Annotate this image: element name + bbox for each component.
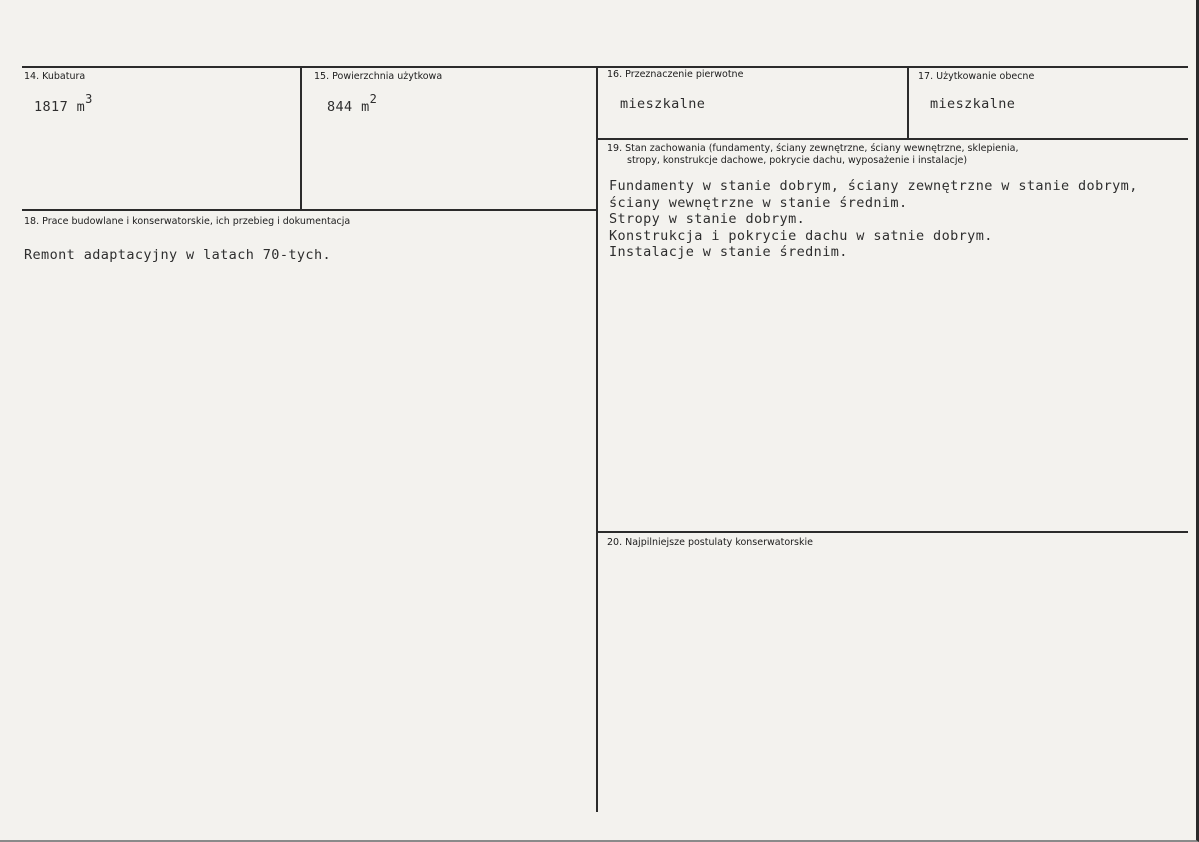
field-value-powierzchnia bbox=[327, 92, 378, 115]
kubatura-exponent: 3 bbox=[85, 92, 93, 106]
field-value-uzytkowanie: mieszkalne bbox=[930, 96, 1016, 112]
top-rule bbox=[22, 66, 1188, 68]
rule-left-mid bbox=[22, 209, 596, 211]
field-value-prace: Remont adaptacyjny w latach 70-tych. bbox=[24, 247, 331, 263]
field-label-powierzchnia: 15. Powierzchnia użytkowa bbox=[314, 71, 443, 82]
divider-col-3 bbox=[907, 67, 909, 139]
field-label-postulaty: 20. Najpilniejsze postulaty konserwatorskie bbox=[607, 537, 813, 548]
field-label-uzytkowanie: 17. Użytkowanie obecne bbox=[918, 71, 1035, 82]
stan-line: ściany wewnętrzne w stanie średnim. bbox=[609, 194, 908, 211]
powierzchnia-number: 844 m bbox=[327, 99, 370, 115]
stan-line: Fundamenty w stanie dobrym, ściany zewnętrzne w stanie dobrym, bbox=[609, 178, 1138, 194]
field-value-przeznaczenie: mieszkalne bbox=[620, 96, 706, 112]
rule-right-lower bbox=[597, 531, 1188, 533]
divider-col-1 bbox=[300, 67, 302, 210]
kubatura-number: 1817 m bbox=[34, 99, 86, 115]
stan-line: Konstrukcja i pokrycie dachu w satnie dobrym. bbox=[609, 227, 993, 244]
stan-line: Instalacje w stanie średnim. bbox=[609, 244, 848, 260]
field-value-kubatura bbox=[34, 92, 93, 115]
stan-line: Stropy w stanie dobrym. bbox=[609, 211, 806, 227]
powierzchnia-exponent: 2 bbox=[369, 92, 378, 106]
divider-col-2 bbox=[596, 67, 598, 812]
field-label-prace: 18. Prace budowlane i konserwatorskie, ich przebieg i dokumentacja bbox=[24, 216, 351, 227]
field-value-stan bbox=[609, 178, 1197, 261]
field-label-kubatura: 14. Kubatura bbox=[24, 71, 86, 82]
rule-right-upper bbox=[597, 138, 1188, 140]
field-label-przeznaczenie: 16. Przeznaczenie pierwotne bbox=[607, 69, 744, 80]
field-label-stan-line2: stropy, konstrukcje dachowe, pokrycie dachu, wyposażenie i instalacje) bbox=[627, 155, 968, 166]
field-label-stan-line1: 19. Stan zachowania (fundamenty, ściany zewnętrzne, ściany wewnętrzne, sklepienia, bbox=[607, 143, 1019, 154]
